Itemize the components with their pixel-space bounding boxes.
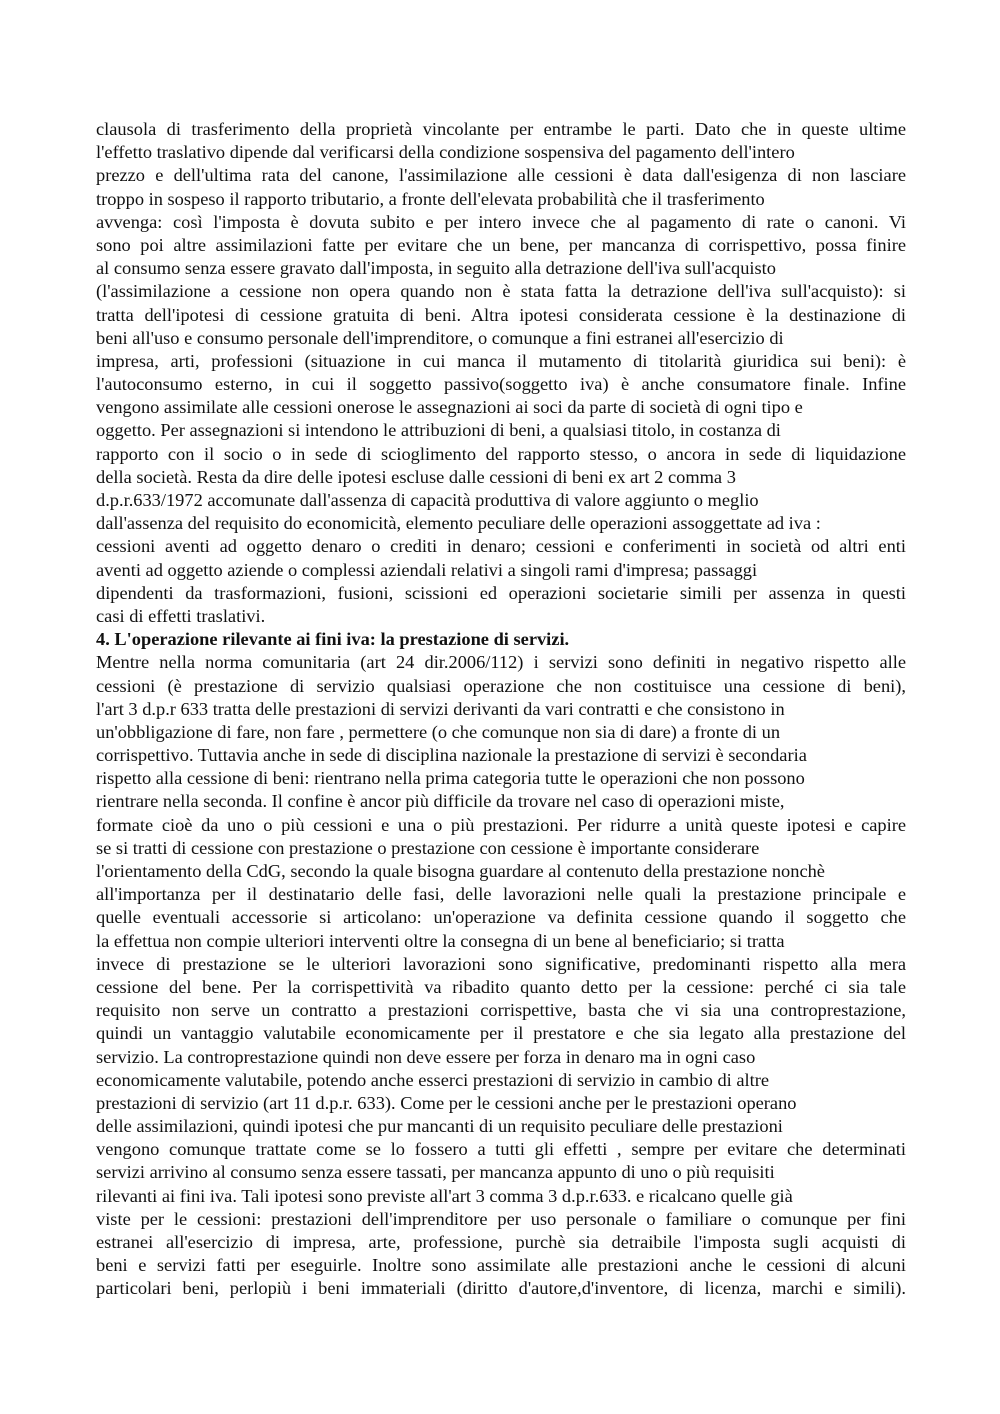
text-line: economicamente valutabile, potendo anche esserci prestazioni di servizio in cambio di altre bbox=[96, 1069, 770, 1090]
text-line: oggetto. Per assegnazioni si intendono le attribuzioni di beni, a qualsiasi titolo, in costanza di bbox=[96, 420, 781, 441]
text-line: clausola di trasferimento della proprietà vincolante per entrambe le parti. Dato che in queste ultime bbox=[96, 119, 906, 139]
text-line: un'obbligazione di fare, non fare , permettere (o che comunque non sia di dare) a fronte di un bbox=[96, 721, 781, 742]
text-line: tratta dell'ipotesi di cessione gratuita di beni. Altra ipotesi considerata cessione è la destinazione di bbox=[96, 304, 906, 325]
text-line: all'importanza per il destinatario delle fasi, delle lavorazioni nelle quali la prestazione principale e bbox=[96, 884, 906, 905]
text-line: la effettua non compie ulteriori interventi oltre la consegna di un bene al beneficiario; si tratta bbox=[96, 930, 785, 951]
text-line: sono poi altre assimilazioni fatte per evitare che un bene, per mancanza di corrispettivo, possa finire bbox=[96, 234, 906, 255]
text-line: l'art 3 d.p.r 633 tratta delle prestazioni di servizi derivanti da vari contratti e che consistono in bbox=[96, 698, 785, 719]
text-line: corrispettivo. Tuttavia anche in sede di disciplina nazionale la prestazione di servizi è secondaria bbox=[96, 745, 807, 766]
text-line: requisito non serve un contratto a prestazioni corrispettive, basta che vi sia una controprestazione, bbox=[96, 1000, 906, 1021]
text-line: particolari beni, perlopiù i beni immateriali (diritto d'autore,d'inventore, di licenza, marchi e simili). bbox=[96, 1278, 906, 1299]
text-line: cessioni (è prestazione di servizio qualsiasi operazione che non costituisce una cessione di beni), bbox=[96, 675, 906, 696]
text-line: cessione del bene. Per la corrispettività va ribadito quanto detto per la cessione: perché ci sia tale bbox=[96, 976, 906, 997]
text-line: troppo in sospeso il rapporto tributario, a fronte dell'elevata probabilità che il trasferimento bbox=[96, 188, 765, 209]
text-line: invece di prestazione se le ulteriori lavorazioni sono significative, predominanti rispetto alla mera bbox=[96, 953, 906, 974]
text-line: viste per le cessioni: prestazioni dell'imprenditore per uso personale o familiare o comunque per fini bbox=[96, 1208, 906, 1229]
text-line: rispetto alla cessione di beni: rientrano nella prima categoria tutte le operazioni che non possono bbox=[96, 768, 805, 789]
text-line: vengono assimilate alle cessioni onerose le assegnazioni ai soci da parte di società di ogni tipo e bbox=[96, 397, 803, 418]
text-line: della società. Resta da dire delle ipotesi escluse dalle cessioni di beni ex art 2 comma 3 bbox=[96, 466, 736, 487]
text-line: l'orientamento della CdG, secondo la quale bisogna guardare al contenuto della prestazione nonchè bbox=[96, 861, 825, 881]
text-line: avvenga: così l'imposta è dovuta subito e per intero invece che al pagamento di rate o canoni. Vi bbox=[96, 211, 906, 232]
text-line: rientrare nella seconda. Il confine è ancor più difficile da trovare nel caso di operazioni miste, bbox=[96, 791, 785, 812]
text-line: rilevanti ai fini iva. Tali ipotesi sono previste all'art 3 comma 3 d.p.r.633. e ricalcano quelle già bbox=[96, 1185, 793, 1206]
text-line: Mentre nella norma comunitaria (art 24 dir.2006/112) i servizi sono definiti in negativo rispetto alle bbox=[96, 652, 906, 673]
text-line: l'autoconsumo esterno, in cui il soggetto passivo(soggetto iva) è anche consumatore finale. Infine bbox=[96, 374, 906, 395]
document-page bbox=[96, 118, 906, 1301]
text-line: beni all'uso e consumo personale dell'imprenditore, o comunque a fini estranei all'esercizio di bbox=[96, 327, 784, 348]
text-line: prestazioni di servizio (art 11 d.p.r. 633). Come per le cessioni anche per le prestazioni operano bbox=[96, 1092, 797, 1113]
text-line: vengono comunque trattate come se lo fossero a tutti gli effetti , sempre per evitare che determinati bbox=[96, 1139, 906, 1160]
section-heading: 4. L'operazione rilevante ai fini iva: la prestazione di servizi. bbox=[96, 629, 570, 650]
text-line: d.p.r.633/1972 accomunate dall'assenza di capacità produttiva di valore aggiunto o meglio bbox=[96, 490, 759, 510]
text-line: dall'assenza del requisito do economicità, elemento peculiare delle operazioni assoggettate ad iva : bbox=[96, 513, 821, 534]
text-line: quindi un vantaggio valutabile economicamente per il prestatore e che sia legato alla prestazione del bbox=[96, 1023, 906, 1044]
text-line: quelle eventuali accessorie si articolano: un'operazione va definita cessione quando il soggetto che bbox=[96, 907, 906, 928]
paragraph-assimilazioni-cessioni bbox=[96, 118, 906, 628]
text-line: cessioni aventi ad oggetto denaro o crediti in denaro; cessioni e conferimenti in società od altri enti bbox=[96, 536, 906, 557]
text-line: prezzo e dell'ultima rata del canone, l'assimilazione alle cessioni è data dall'esigenza di non lasciare bbox=[96, 165, 906, 186]
text-line: casi di effetti traslativi. bbox=[96, 605, 266, 626]
paragraph-prestazione-servizi bbox=[96, 651, 906, 1300]
text-line: servizi arrivino al consumo senza essere tassati, per mancanza appunto di uno o più requisiti bbox=[96, 1162, 775, 1183]
text-line: al consumo senza essere gravato dall'imposta, in seguito alla detrazione dell'iva sull'acquisto bbox=[96, 258, 776, 279]
text-line: beni e servizi fatti per eseguirle. Inoltre sono assimilate alle prestazioni anche le cessioni di alcuni bbox=[96, 1255, 906, 1276]
text-line: formate cioè da uno o più cessioni e una o più prestazioni. Per ridurre a unità queste ipotesi e capire bbox=[96, 814, 906, 835]
text-line: aventi ad oggetto aziende o complessi aziendali relativi a singoli rami d'impresa; passaggi bbox=[96, 559, 758, 580]
text-line: servizio. La controprestazione quindi non deve essere per forza in denaro ma in ogni caso bbox=[96, 1046, 756, 1067]
text-line: se si tratti di cessione con prestazione o prestazione con cessione è importante considerare bbox=[96, 837, 760, 858]
text-line: (l'assimilazione a cessione non opera quando non è stata fatta la detrazione dell'iva sull'acquisto): si bbox=[96, 281, 906, 302]
text-line: estranei all'esercizio di impresa, arte, professione, purchè sia detraibile l'imposta sugli acquisti di bbox=[96, 1232, 906, 1252]
text-line: delle assimilazioni, quindi ipotesi che pur mancanti di un requisito peculiare delle prestazioni bbox=[96, 1116, 783, 1137]
text-line: l'effetto traslativo dipende dal verificarsi della condizione sospensiva del pagamento dell'intero bbox=[96, 142, 795, 163]
text-line: dipendenti da trasformazioni, fusioni, scissioni ed operazioni societarie simili per assenza in questi bbox=[96, 582, 906, 603]
text-line: rapporto con il socio o in sede di scioglimento del rapporto stesso, o ancora in sede di liquidazione bbox=[96, 443, 906, 464]
text-line: impresa, arti, professioni (situazione in cui manca il mutamento di titolarità giuridica sui beni): è bbox=[96, 350, 906, 371]
